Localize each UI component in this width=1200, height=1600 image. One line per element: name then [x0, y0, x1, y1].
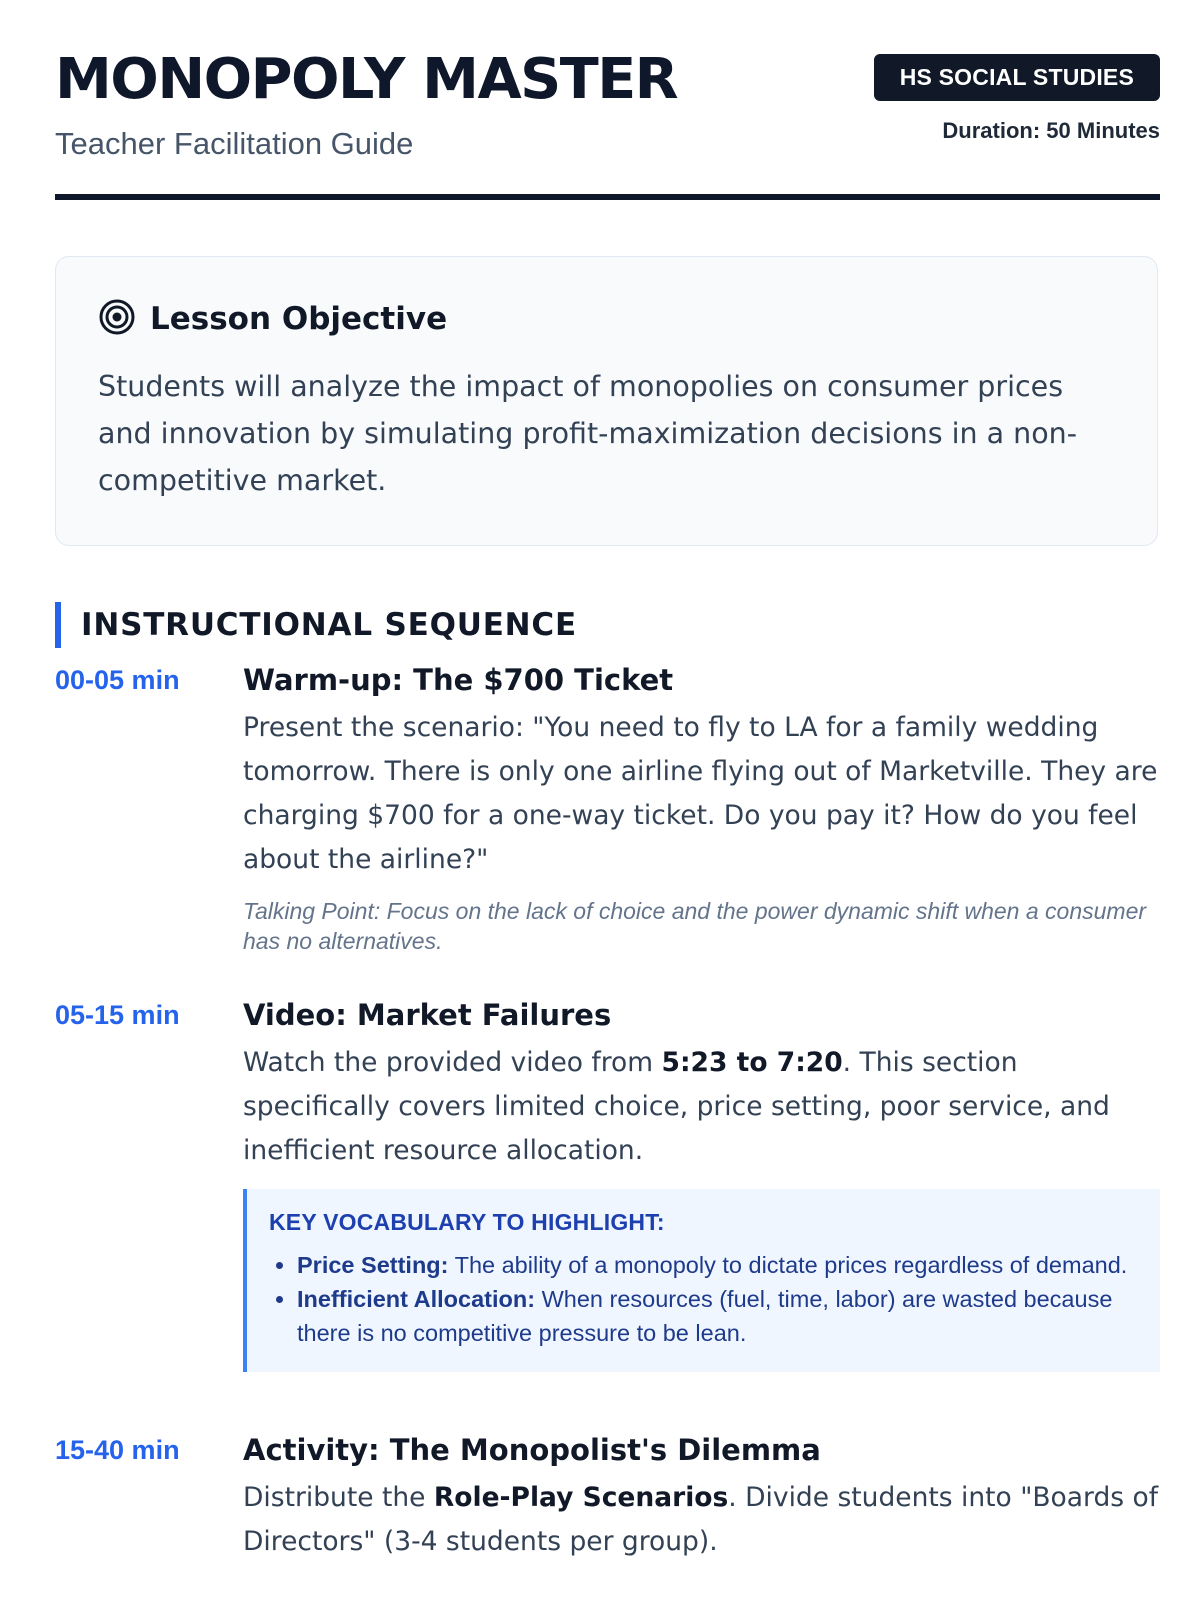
objective-header: [98, 301, 1117, 337]
step-description: Present the scenario: "You need to fly to LA for a family wedding tomorrow. There is only one airline flying out of Marketville. They are charging $700 for a one-way ticket. Do you pay it? How do you feel about the airline?": [243, 712, 1158, 875]
step-body: [243, 995, 1160, 1372]
target-icon: [98, 298, 136, 340]
duration-label: Duration: 50 Minutes: [942, 118, 1160, 143]
vocabulary-term: Inefficient Allocation:: [297, 1286, 536, 1312]
video-timestamp: 5:23 to 7:20: [661, 1047, 843, 1078]
objective-title: Lesson Objective: [150, 301, 448, 337]
step-time: 15-40 min: [55, 1435, 180, 1465]
vocabulary-item: [297, 1248, 1138, 1282]
step-body: [243, 660, 1160, 956]
objective-text: Students will analyze the impact of monopolies on consumer prices and innovation by simulating profit-maximization decisions in a non-competitive market.: [98, 370, 1078, 497]
step-body: [243, 1430, 1160, 1564]
guide-header: [55, 0, 1160, 200]
step-description: [243, 1041, 1160, 1173]
step-description: [243, 1476, 1160, 1564]
step-title: Video: Market Failures: [243, 998, 612, 1032]
vocabulary-term: Price Setting:: [297, 1252, 449, 1278]
facilitation-guide-page: [55, 0, 1160, 1557]
lesson-objective-card: [55, 256, 1158, 546]
page-title: MONOPOLY MASTER: [55, 47, 678, 112]
materials-name: Role-Play Scenarios: [433, 1482, 729, 1513]
section-heading: INSTRUCTIONAL SEQUENCE: [55, 602, 577, 648]
step-text-rest: . This section specifically covers limited choice, price setting, poor service, and inefficient resource allocation.: [243, 1047, 1110, 1166]
step-text-lead: Distribute the: [243, 1482, 434, 1513]
header-divider: [55, 194, 1160, 200]
vocabulary-definition: When resources (fuel, time, labor) are wasted because there is no competitive pressure to be lean.: [297, 1286, 1113, 1346]
step-time: 05-15 min: [55, 1000, 180, 1030]
vocabulary-item: [297, 1282, 1138, 1350]
vocabulary-title: KEY VOCABULARY TO HIGHLIGHT:: [269, 1209, 665, 1235]
vocabulary-list: [269, 1248, 1138, 1350]
step-text-rest: . Divide students into "Boards of Directors" (3-4 students per group).: [243, 1482, 1159, 1557]
step-title: Activity: The Monopolist's Dilemma: [243, 1433, 821, 1467]
subject-badge: HS SOCIAL STUDIES: [874, 54, 1160, 101]
vocabulary-callout: [243, 1189, 1160, 1372]
step-time: 00-05 min: [55, 665, 180, 695]
talking-point: Talking Point: Focus on the lack of choice and the power dynamic shift when a consumer has no alternatives.: [243, 898, 1147, 954]
step-text-lead: Watch the provided video from: [243, 1047, 662, 1078]
page-subtitle: Teacher Facilitation Guide: [55, 126, 414, 161]
vocabulary-definition: The ability of a monopoly to dictate prices regardless of demand.: [448, 1252, 1128, 1278]
step-title: Warm-up: The $700 Ticket: [243, 663, 674, 697]
